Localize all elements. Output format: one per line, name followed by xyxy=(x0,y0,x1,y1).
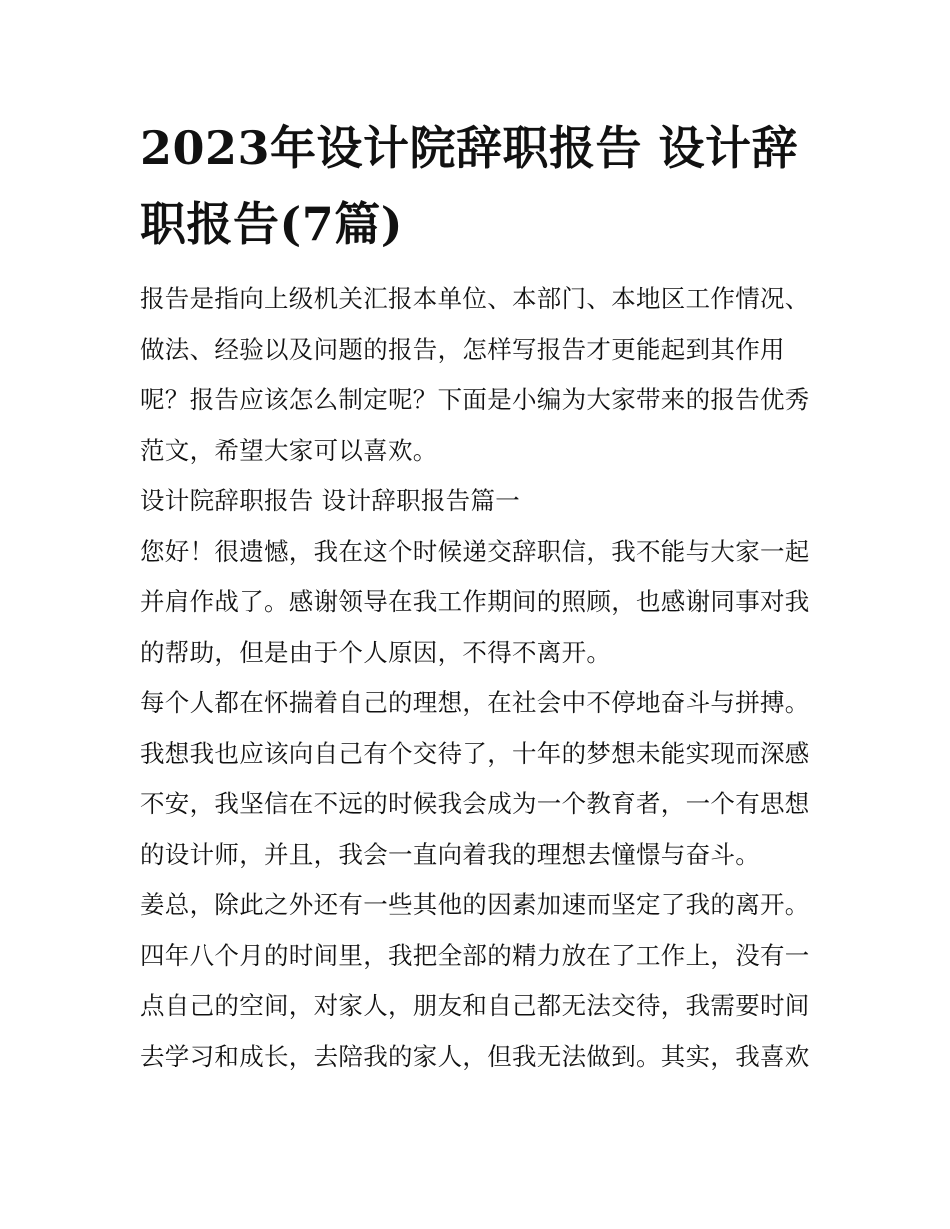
body-paragraph: 姜总，除此之外还有一些其他的因素加速而坚定了我的离开。四年八个月的时间里，我把全部的精力放在了工作上，没有一点自己的空间，对家人，朋友和自己都无法交待，我需要时间去学习和成长，去陪我的家人，但我无法做到。其实，我喜欢 xyxy=(140,890,810,1071)
document-title: 2023年设计院辞职报告 设计辞职报告(7篇) xyxy=(140,121,799,251)
body-paragraph: 您好！很遗憾，我在这个时候递交辞职信，我不能与大家一起并肩作战了。感谢领导在我工作期间的照顾，也感谢同事对我的帮助，但是由于个人原因，不得不离开。 xyxy=(140,536,810,667)
intro-paragraph: 报告是指向上级机关汇报本单位、本部门、本地区工作情况、做法、经验以及问题的报告，怎样写报告才更能起到其作用呢？报告应该怎么制定呢？下面是小编为大家带来的报告优秀范文，希望大家可以喜欢。 xyxy=(140,284,810,465)
body-paragraph: 每个人都在怀揣着自己的理想，在社会中不停地奋斗与拼搏。我想我也应该向自己有个交待了，十年的梦想未能实现而深感不安，我坚信在不远的时候我会成为一个教育者，一个有思想的设计师，并且，我会一直向着我的理想去憧憬与奋斗。 xyxy=(140,688,810,869)
document-body xyxy=(140,110,818,1082)
section-heading: 设计院辞职报告 设计辞职报告篇一 xyxy=(140,486,521,515)
